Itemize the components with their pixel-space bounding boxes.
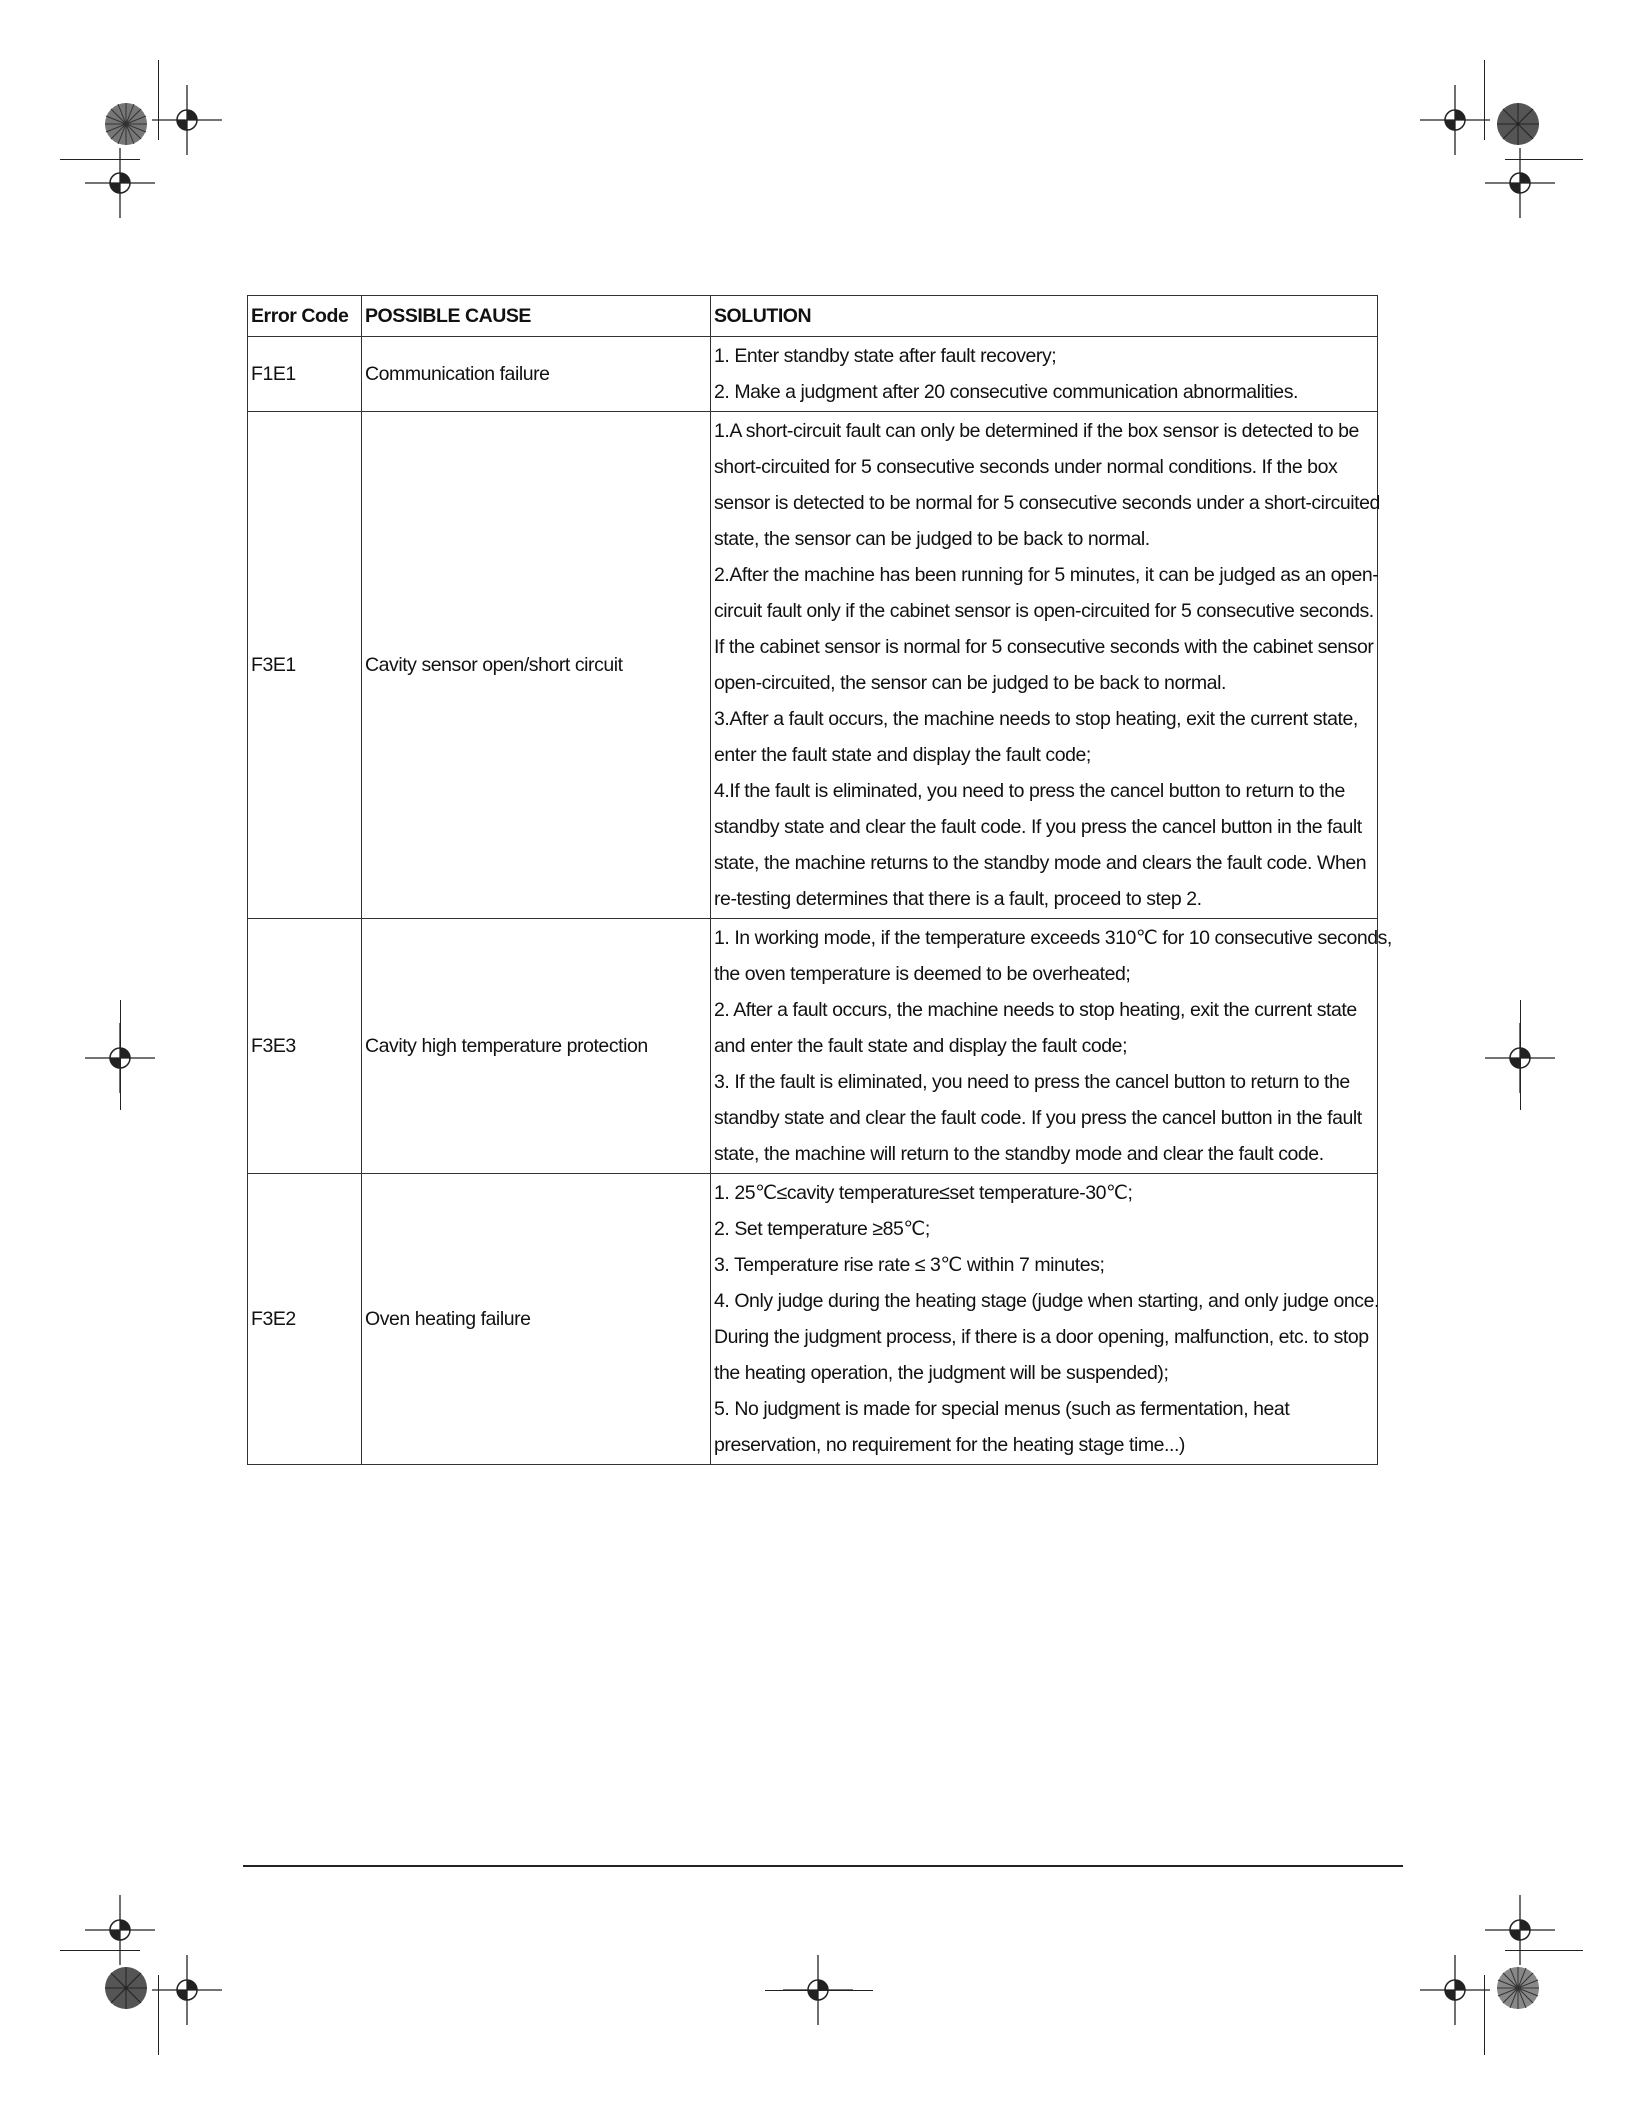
error-code-cell: F3E1 (248, 412, 362, 919)
solution-line: 5. No judgment is made for special menus (such as fermentation, heat (714, 1398, 1290, 1420)
possible-cause-cell: Oven heating failure (362, 1174, 711, 1465)
solution-line: and enter the fault state and display the fault code; (714, 1035, 1128, 1057)
footer-rule (243, 1865, 1403, 1867)
crosshair-icon (152, 85, 222, 155)
solution-line: standby state and clear the fault code. If you press the cancel button in the fault (714, 1107, 1362, 1129)
table-row (248, 412, 1378, 919)
table-row (248, 337, 1378, 412)
solution-line: state, the sensor can be judged to be back to normal. (714, 528, 1150, 550)
solution-line: preservation, no requirement for the heating stage time...) (714, 1434, 1185, 1456)
solution-line: state, the machine returns to the standby mode and clears the fault code. When (714, 852, 1367, 874)
color-wheel-icon (104, 1966, 148, 2010)
solution-line: 1.A short-circuit fault can only be determined if the box sensor is detected to be (714, 420, 1359, 442)
solution-line: state, the machine will return to the standby mode and clear the fault code. (714, 1143, 1324, 1165)
solution-cell (711, 919, 1392, 1174)
possible-cause-cell: Cavity sensor open/short circuit (362, 412, 711, 919)
error-code-cell: F1E1 (248, 337, 362, 412)
color-wheel-icon (1496, 1966, 1540, 2010)
header-possible-cause: POSSIBLE CAUSE (362, 296, 711, 337)
solution-line: 2. After a fault occurs, the machine needs to stop heating, exit the current state (714, 999, 1357, 1021)
solution-line: 4. Only judge during the heating stage (judge when starting, and only judge once. (714, 1290, 1379, 1312)
solution-line: 2.After the machine has been running for 5 minutes, it can be judged as an open- (714, 564, 1379, 586)
header-error-code: Error Code (248, 296, 362, 337)
solution-line: the oven temperature is deemed to be overheated; (714, 963, 1131, 985)
crosshair-icon (1420, 85, 1490, 155)
color-wheel-icon (104, 102, 148, 146)
table-row (248, 919, 1378, 1174)
solution-line: 1. 25℃≤cavity temperature≤set temperature-30℃; (714, 1182, 1133, 1204)
solution-line: 1. In working mode, if the temperature exceeds 310℃ for 10 consecutive seconds, (714, 927, 1392, 949)
crosshair-icon (152, 1955, 222, 2025)
solution-line: open-circuited, the sensor can be judged to be back to normal. (714, 672, 1226, 694)
solution-line: re-testing determines that there is a fault, proceed to step 2. (714, 888, 1202, 910)
error-code-table-container (247, 295, 1392, 1465)
solution-line: If the cabinet sensor is normal for 5 consecutive seconds with the cabinet sensor (714, 636, 1374, 658)
solution-line: the heating operation, the judgment will be suspended); (714, 1362, 1169, 1384)
solution-line: 1. Enter standby state after fault recovery; (714, 345, 1057, 367)
solution-line: 2. Set temperature ≥85℃; (714, 1218, 930, 1240)
solution-line: circuit fault only if the cabinet sensor is open-circuited for 5 consecutive seconds. (714, 600, 1374, 622)
error-code-cell: F3E3 (248, 919, 362, 1174)
table-header-row (248, 296, 1378, 337)
possible-cause-cell: Cavity high temperature protection (362, 919, 711, 1174)
solution-line: 4.If the fault is eliminated, you need to press the cancel button to return to the (714, 780, 1345, 802)
solution-cell (711, 1174, 1378, 1465)
solution-line: 3.After a fault occurs, the machine needs to stop heating, exit the current state, (714, 708, 1358, 730)
color-wheel-icon (1496, 102, 1540, 146)
solution-line: enter the fault state and display the fault code; (714, 744, 1091, 766)
solution-line: standby state and clear the fault code. If you press the cancel button in the fault (714, 816, 1362, 838)
table-body (248, 337, 1392, 1465)
solution-line: 2. Make a judgment after 20 consecutive communication abnormalities. (714, 381, 1298, 403)
error-code-table (247, 295, 1392, 1465)
possible-cause-cell: Communication failure (362, 337, 711, 412)
error-code-cell: F3E2 (248, 1174, 362, 1465)
crosshair-icon (85, 1895, 155, 1965)
solution-line: During the judgment process, if there is a door opening, malfunction, etc. to stop (714, 1326, 1369, 1348)
solution-line: 3. Temperature rise rate ≤ 3℃ within 7 minutes; (714, 1254, 1105, 1276)
solution-line: 3. If the fault is eliminated, you need to press the cancel button to return to the (714, 1071, 1350, 1093)
header-solution: SOLUTION (711, 296, 1378, 337)
solution-line: short-circuited for 5 consecutive seconds under normal conditions. If the box (714, 456, 1338, 478)
crosshair-icon (1420, 1955, 1490, 2025)
table-row (248, 1174, 1378, 1465)
solution-cell (711, 337, 1378, 412)
solution-cell (711, 412, 1378, 919)
crosshair-icon (1485, 1895, 1555, 1965)
solution-line: sensor is detected to be normal for 5 consecutive seconds under a short-circuited (714, 492, 1380, 514)
